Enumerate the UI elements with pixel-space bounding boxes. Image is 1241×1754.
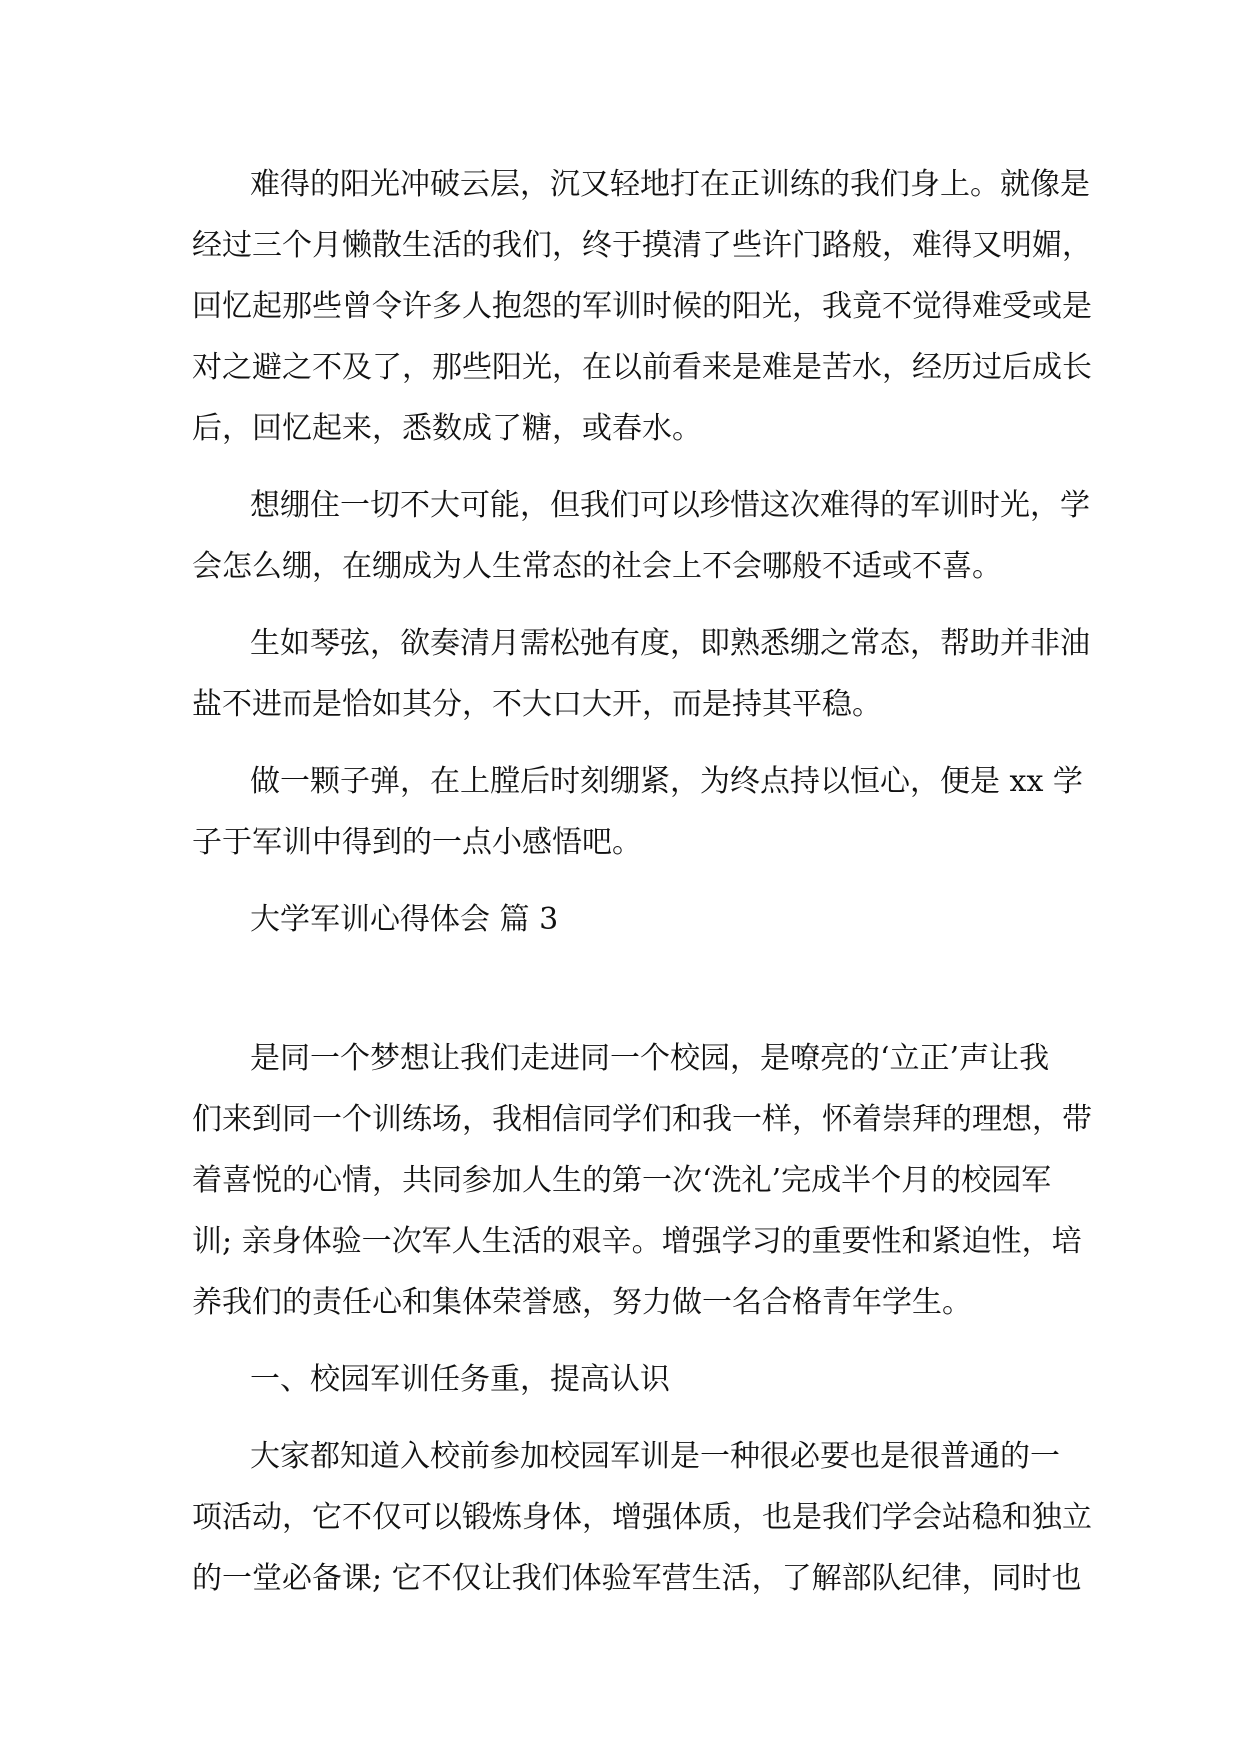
text-line-19: 的一堂必备课; 它不仅让我们体验军营生活，了解部队纪律，同时也 [192,1561,1082,1596]
text-line-16: 养我们的责任心和集体荣誉感，努力做一名合格青年学生。 [192,1285,972,1320]
text-line-2: 经过三个月懒散生活的我们，终于摸清了些许门路般，难得又明媚， [192,228,1092,263]
text-line-10: 做一颗子弹，在上膛后时刻绷紧，为终点持以恒心，便是 xx 学 [250,764,1083,799]
text-line-13: 们来到同一个训练场，我相信同学们和我一样，怀着崇拜的理想，带 [192,1102,1092,1137]
text-line-11: 子于军训中得到的一点小感悟吧。 [192,825,642,860]
text-line-14: 着喜悦的心情，共同参加人生的第一次‘洗礼’完成半个月的校园军 [192,1163,1052,1198]
text-line-15: 训; 亲身体验一次军人生活的艰辛。增强学习的重要性和紧迫性，培 [192,1224,1082,1259]
text-line-8: 生如琴弦，欲奏清月需松弛有度，即熟悉绷之常态，帮助并非油 [250,626,1090,661]
text-line-4: 对之避之不及了，那些阳光，在以前看来是难是苦水，经历过后成长 [192,350,1092,385]
subheading-1: 一、校园军训任务重，提高认识 [250,1362,670,1397]
text-line-3: 回忆起那些曾令许多人抱怨的军训时候的阳光，我竟不觉得难受或是 [192,289,1092,324]
text-line-1: 难得的阳光冲破云层，沉又轻地打在正训练的我们身上。就像是 [250,167,1090,202]
text-line-5: 后，回忆起来，悉数成了糖，或春水。 [192,411,702,446]
text-line-18: 项活动，它不仅可以锻炼身体，增强体质，也是我们学会站稳和独立 [192,1500,1092,1535]
text-line-17: 大家都知道入校前参加校园军训是一种很必要也是很普通的一 [250,1439,1060,1474]
section-heading-3: 大学军训心得体会 篇 3 [250,902,559,937]
text-line-12: 是同一个梦想让我们走进同一个校园，是嘹亮的‘立正’声让我 [250,1041,1050,1076]
text-line-6: 想绷住一切不大可能，但我们可以珍惜这次难得的军训时光，学 [250,488,1090,523]
text-line-9: 盐不进而是恰如其分，不大口大开，而是持其平稳。 [192,687,882,722]
text-line-7: 会怎么绷，在绷成为人生常态的社会上不会哪般不适或不喜。 [192,549,1002,584]
